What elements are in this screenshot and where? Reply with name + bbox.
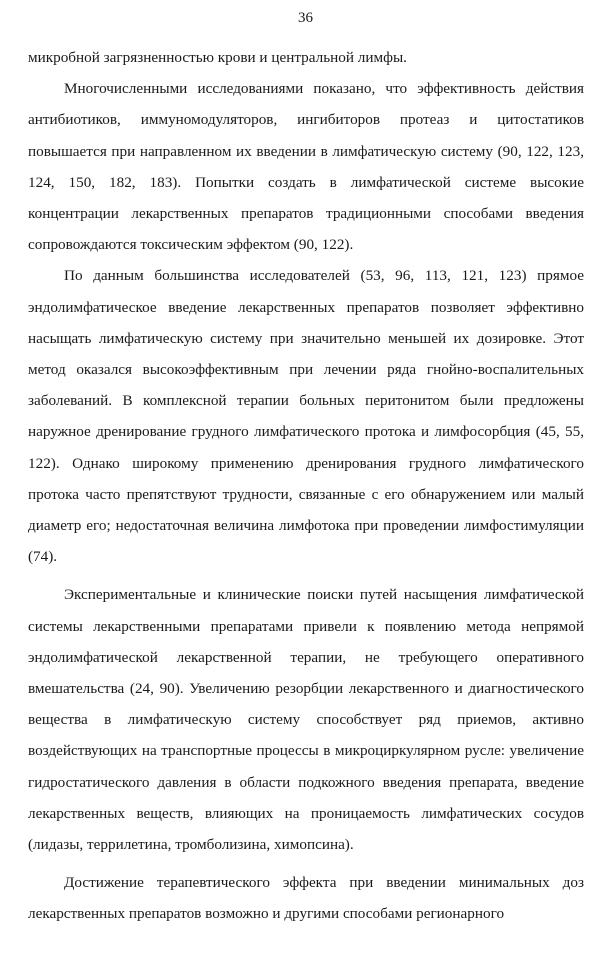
paragraph: По данным большинства исследователей (53, 96, 113, 121, 123) прямое эндолимфатическое введение лекарственных препаратов позволяет эффективно насыщать лимфатическую систему при значительно меньшей их дозировке. Этот метод оказался высокоэффективным при лечении ряда гнойно-воспалительных заболеваний. В комплексной терапии больных перитонитом были предложены наружное дренирование грудного лимфатического протока и лимфосорбция (45, 55, 122). Однако широкому применению дренирования грудного лимфатического протока часто препятствуют трудности, связанные с его обнаружением или малый диаметр его; недостаточная величина лимфотока при проведении лимфостимуляции (74). xyxy=(28,267,584,566)
paragraph: Многочисленными исследованиями показано, что эффективность действия антибиотиков, иммуномодуляторов, ингибиторов протеаз и цитостатиков повышается при направленном их введении в лимфатическую систему (90, 122, 123, 124, 150, 182, 183). Попытки создать в лимфатической системе высокие концентрации лекарственных препаратов традиционными способами введения сопровождаются токсическим эффектом (90, 122). xyxy=(28,80,584,254)
paragraph: Экспериментальные и клинические поиски путей насыщения лимфатической системы лекарственными препаратами привели к появлению метода непрямой эндолимфатической лекарственной терапии, не требующего оперативного вмешательства (24, 90). Увеличению резорбции лекарственного и диагностического вещества в лимфатическую систему способствует ряд приемов, активно воздействующих на транспортные процессы в микроциркулярном русле: увеличение гидростатического давления в области подкожного введения препарата, введение лекарственных веществ, влияющих на проницаемость лимфатических сосудов (лидазы, террилетина, тромболизина, химопсина). xyxy=(28,586,584,854)
body-text xyxy=(28,42,584,930)
page-number: 36 xyxy=(298,10,313,26)
paragraph: Достижение терапевтического эффекта при введении минимальных доз лекарственных препаратов возможно и другими способами регионарного xyxy=(28,874,584,923)
paragraph-continuation: микробной загрязненностью крови и центральной лимфы. xyxy=(28,49,407,66)
